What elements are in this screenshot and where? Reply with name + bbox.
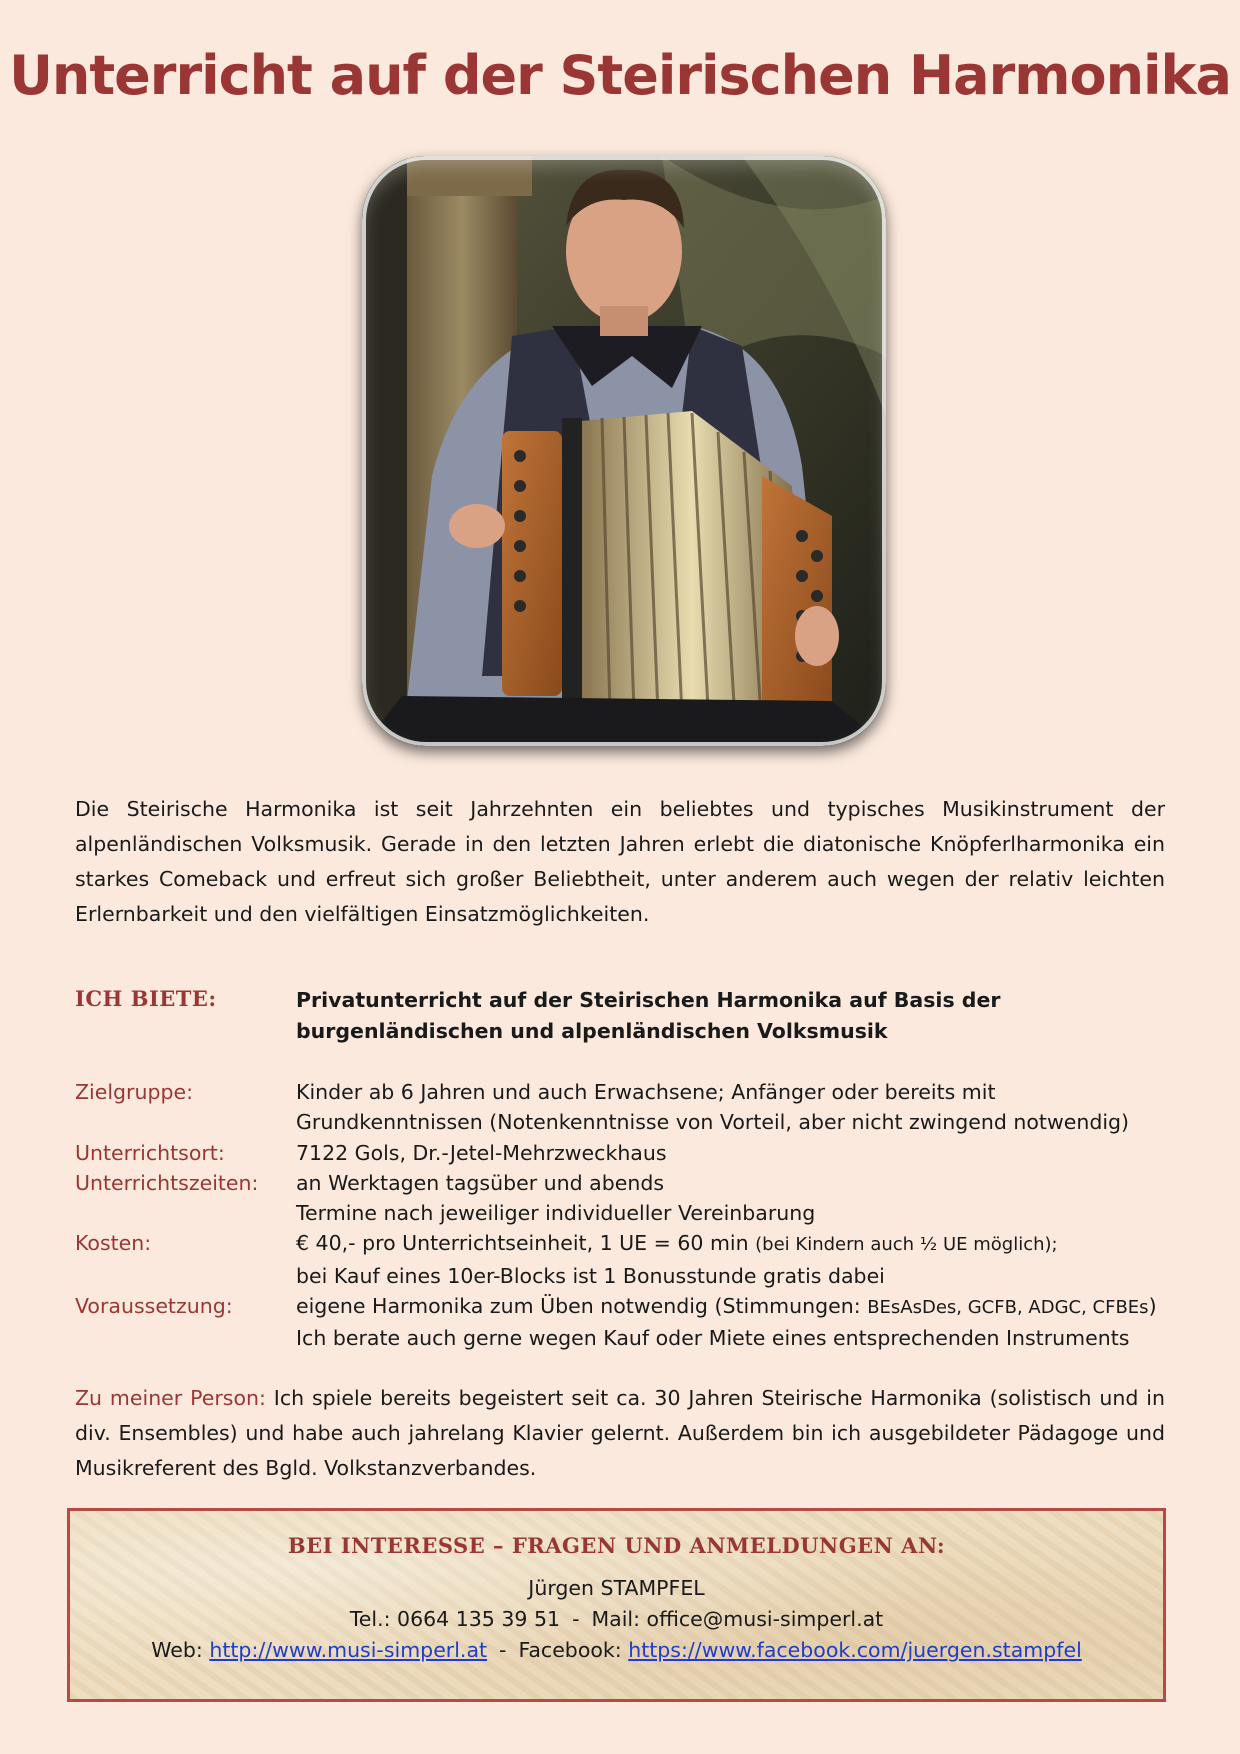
person-text: Ich spiele bereits begeistert seit ca. 30 Jahren Steirische Harmonika (solistisch und in div. Ensembles) und habe auch jahrelang Klavier gelernt. Außerdem bin ich ausgebildeter Pädagoge und Musikreferent des Bgld. Volkstanzverbandes. [75, 1386, 1165, 1480]
portrait-photo [362, 156, 886, 746]
detail-value: Termine nach jeweiliger individueller Vereinbarung [296, 1201, 816, 1226]
about-person [75, 1381, 1165, 1486]
requirement-main: eigene Harmonika zum Üben notwendig (Stimmungen: [296, 1294, 861, 1319]
costs-note: (bei Kindern auch ½ UE möglich); [755, 1234, 1058, 1256]
costs-main: € 40,- pro Unterrichtseinheit, 1 UE = 60 min [296, 1231, 749, 1256]
contact-web [70, 1635, 1163, 1666]
tunings: BEsAsDes, GCFB, ADGC, CFBEs [867, 1297, 1149, 1319]
website-link[interactable]: http://www.musi-simperl.at [209, 1638, 488, 1662]
contact-box [67, 1508, 1166, 1702]
detail-label: Unterrichtsort: [75, 1140, 225, 1165]
detail-value: Ich berate auch gerne wegen Kauf oder Miete eines entsprechenden Instruments [296, 1326, 1130, 1351]
detail-location [75, 1138, 1185, 1168]
detail-value [296, 1291, 1185, 1323]
person-label: Zu meiner Person: [75, 1386, 266, 1410]
detail-label: Unterrichtszeiten: [75, 1170, 259, 1195]
detail-value: Kinder ab 6 Jahren und auch Erwachsene; Anfänger oder bereits mit [296, 1080, 996, 1104]
page-title: Unterricht auf der Steirischen Harmonika [9, 44, 1231, 107]
offer-text: Privatunterricht auf der Steirischen Harmonika auf Basis der burgenländischen und alpenländischen Volksmusik [296, 988, 1001, 1043]
detail-value: 7122 Gols, Dr.-Jetel-Mehrzweckhaus [296, 1140, 667, 1165]
separator: - [499, 1638, 507, 1662]
separator: - [572, 1607, 580, 1631]
facebook-link[interactable]: https://www.facebook.com/juergen.stampfel [628, 1638, 1082, 1662]
requirement-end: ) [1148, 1294, 1157, 1319]
detail-target-group [75, 1077, 1185, 1138]
contact-mail: Mail: office@musi-simperl.at [591, 1607, 884, 1631]
detail-value: an Werktagen tagsüber und abends [296, 1170, 665, 1195]
detail-label: Kosten: [75, 1231, 152, 1256]
offer-label: ICH BIETE: [75, 986, 217, 1011]
detail-value: Grundkenntnissen (Notenkenntnisse von Vorteil, aber nicht zwingend notwendig) [296, 1110, 1130, 1135]
details-list [75, 1077, 1185, 1354]
contact-phone-mail [70, 1604, 1163, 1635]
facebook-label: Facebook: [518, 1638, 622, 1662]
web-label: Web: [151, 1638, 203, 1662]
contact-heading: BEI INTERESSE – FRAGEN UND ANMELDUNGEN AN: [287, 1533, 946, 1558]
detail-value: bei Kauf eines 10er-Blocks ist 1 Bonusstunde gratis dabei [296, 1263, 885, 1288]
detail-label: Zielgruppe: [75, 1080, 194, 1104]
detail-times [75, 1168, 1185, 1229]
detail-costs [75, 1228, 1185, 1291]
detail-value [296, 1228, 1185, 1260]
contact-name: Jürgen STAMPFEL [528, 1576, 705, 1600]
detail-requirement [75, 1291, 1185, 1354]
photo-illustration [362, 156, 886, 746]
intro-paragraph: Die Steirische Harmonika ist seit Jahrzehnten ein beliebtes und typisches Musikinstrument der alpenländischen Volksmusik. Gerade in den letzten Jahren erlebt die diatonische Knöpferlharmonika ein starkes Comeback und erfreut sich großer Beliebtheit, unter anderem auch wegen der relativ leichten Erlernbarkeit und den vielfältigen Einsatzmöglichkeiten. [75, 797, 1165, 926]
contact-phone: Tel.: 0664 135 39 51 [349, 1607, 561, 1631]
detail-label: Voraussetzung: [75, 1294, 233, 1319]
